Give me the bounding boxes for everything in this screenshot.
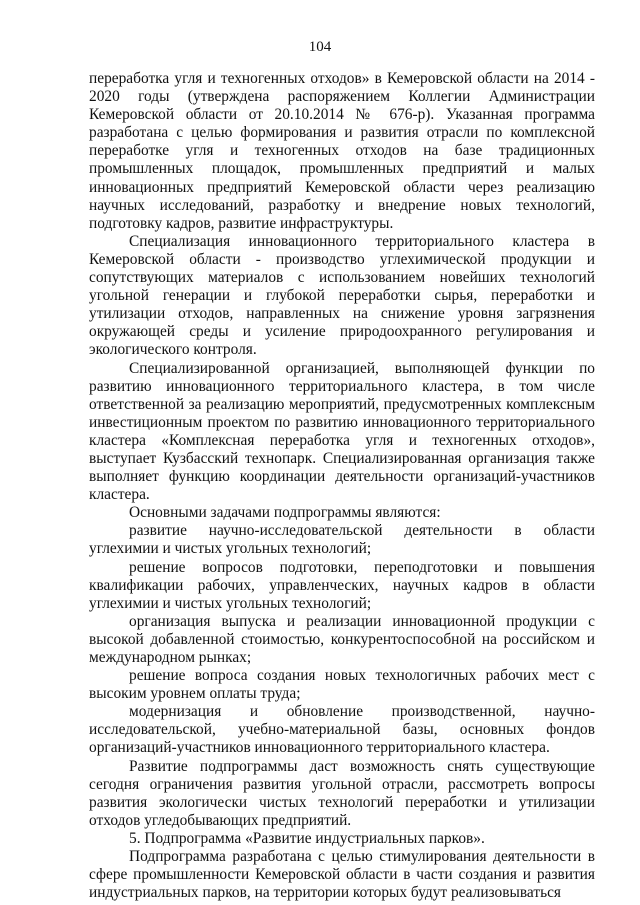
body-paragraph: развитие научно-исследовательской деятельности в области углехимии и чистых угольных технологий; [89, 522, 595, 558]
page-body [89, 70, 595, 902]
body-paragraph: решение вопроса создания новых технологичных рабочих мест с высоким уровнем оплаты труда; [89, 667, 595, 703]
body-paragraph: решение вопросов подготовки, переподготовки и повышения квалификации рабочих, управленческих, научных кадров в области углехимии и чистых угольных технологий; [89, 558, 595, 612]
body-paragraph: 5. Подпрограмма «Развитие индустриальных парков». [129, 829, 485, 847]
body-paragraph: Основными задачами подпрограммы являются: [129, 504, 441, 522]
page-number: 104 [308, 39, 332, 55]
body-paragraph: переработка угля и техногенных отходов» в Кемеровской области на 2014 - 2020 годы (утверждена распоряжением Коллегии Администрации Кемеровской области от 20.10.2014 № 676-р). Указанная программа разработана с целью формирования и развития отрасли по комплексной переработке угля и техногенных отходов на базе традиционных промышленных площадок, промышленных предприятий и малых инновационных предприятий Кемеровской области через реализацию научных исследований, разработку и внедрение новых технологий, подготовку кадров, развитие инфраструктуры. [89, 70, 595, 232]
body-paragraph: модернизация и обновление производственной, научно-исследовательской, учебно-материальной базы, основных фондов организаций-участников инновационного территориального кластера. [89, 703, 595, 757]
body-paragraph: Подпрограмма разработана с целью стимулирования деятельности в сфере промышленности Кемеровской области в части создания и развития индустриальных парков, на территории которых будут реализовываться [89, 848, 595, 902]
body-paragraph: организация выпуска и реализации инновационной продукции с высокой добавленной стоимостью, конкурентоспособной на российском и международном рынках; [89, 612, 595, 666]
body-paragraph: Развитие подпрограммы даст возможность снять существующие сегодня ограничения развития угольной отрасли, рассмотреть вопросы развития экологически чистых технологий переработки и утилизации отходов угледобывающих предприятий. [89, 757, 595, 829]
body-paragraph: Специализация инновационного территориального кластера в Кемеровской области - производство углехимической продукции и сопутствующих материалов с использованием новейших технологий угольной генерации и глубокой переработки сырья, переработки и утилизации отходов, направленных на снижение уровня загрязнения окружающей среды и усиление природоохранного регулирования и экологического контроля. [89, 232, 595, 359]
body-paragraph: Специализированной организацией, выполняющей функции по развитию инновационного территориального кластера, в том числе ответственной за реализацию мероприятий, предусмотренных комплексным инвестиционным проектом по развитию инновационного территориального кластера «Комплексная переработка угля и техногенных отходов», выступает Кузбасский технопарк. Специализированная организация также выполняет функцию координации деятельности организаций-участников кластера. [89, 359, 595, 504]
